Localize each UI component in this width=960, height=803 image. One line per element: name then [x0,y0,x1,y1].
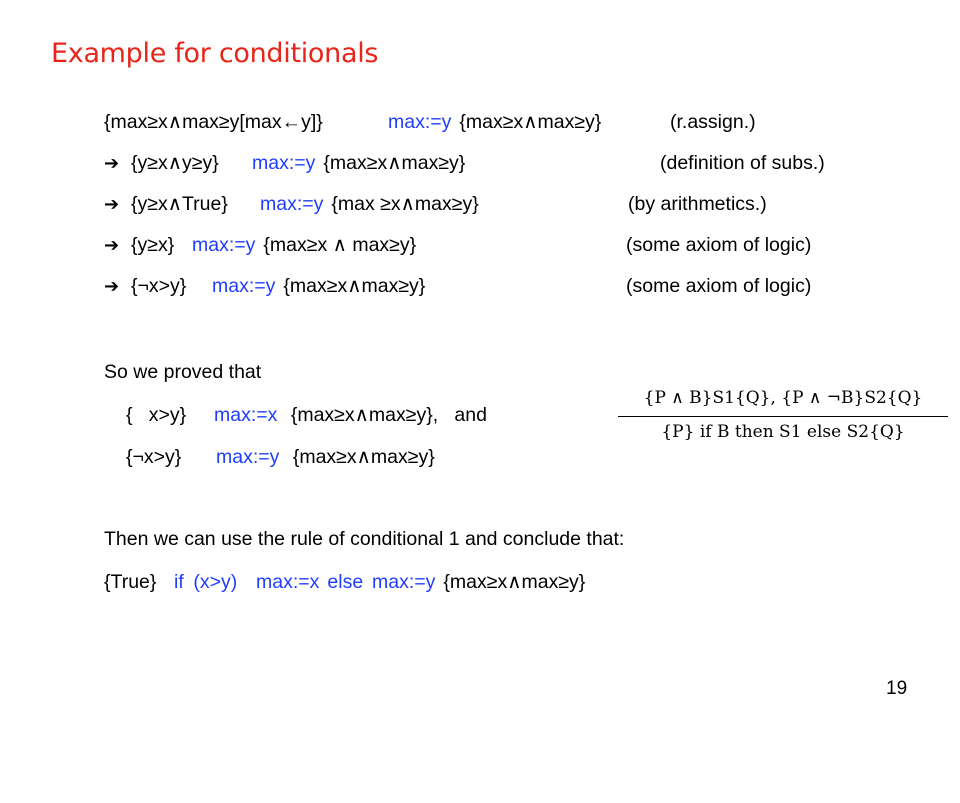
slide-title: Example for conditionals [51,38,379,69]
if-condition: (x>y) [188,571,243,593]
proved-line-2 [104,444,435,470]
justification: (by arithmetics.) [628,193,767,215]
precondition: { x>y} [126,404,192,426]
postcondition: {max≥x∧max≥y}, and [280,404,487,426]
statement: max:=y [260,193,324,215]
implies-arrow-icon: ➔ [104,276,120,297]
precondition: {max≥x∧max≥y[max←y]} [104,111,329,133]
postcondition: {max ≥x∧max≥y} [326,193,479,215]
justification: (definition of subs.) [660,152,825,174]
justification: (some axiom of logic) [626,275,812,297]
derivation-line-1 [104,109,756,135]
precondition: {¬x>y} [131,275,192,297]
page-number: 19 [886,678,908,699]
postcondition: {max≥x∧max≥y} [278,275,426,297]
proved-line-1 [104,402,487,428]
conclusion-triple [104,569,586,595]
derivation-line-4 [104,232,812,258]
implies-arrow-icon: ➔ [104,235,120,256]
conditional-rule [612,388,954,450]
if-keyword: if [174,571,184,593]
precondition: {y≥x∧True} [131,193,234,215]
statement: max:=y [192,234,256,256]
precondition: {y≥x} [131,234,180,256]
statement: max:=y [212,275,276,297]
conclusion-intro [104,526,625,552]
rule-divider [618,416,948,417]
else-keyword: else [322,571,369,593]
precondition: {True} [104,571,162,593]
statement: max:=y [252,152,316,174]
implies-arrow-icon: ➔ [104,194,120,215]
postcondition: {max≥x ∧ max≥y} [258,234,417,256]
statement: max:=x [214,404,278,426]
conclusion-text: Then we can use the rule of conditional 1 and conclude that: [104,528,625,550]
then-statement: max:=x [256,571,320,593]
else-statement: max:=y [372,571,436,593]
proved-intro-text: So we proved that [104,361,262,383]
proved-intro [104,359,262,385]
postcondition: {max≥x∧max≥y} [438,571,586,593]
rule-conclusion: {P} if B then S1 else S2{Q} [661,422,905,442]
precondition: {¬x>y} [126,446,193,468]
rule-premises: {P ∧ B}S1{Q}, {P ∧ ¬B}S2{Q} [643,388,923,408]
justification: (r.assign.) [670,111,756,133]
derivation-line-2 [104,150,825,176]
postcondition: {max≥x∧max≥y} [318,152,466,174]
statement: max:=y [216,446,280,468]
statement: max:=y [388,111,452,133]
derivation-line-3 [104,191,767,217]
postcondition: {max≥x∧max≥y} [454,111,602,133]
precondition: {y≥x∧y≥y} [131,152,225,174]
justification: (some axiom of logic) [626,234,812,256]
postcondition: {max≥x∧max≥y} [282,446,435,468]
derivation-line-5 [104,273,812,299]
implies-arrow-icon: ➔ [104,153,120,174]
